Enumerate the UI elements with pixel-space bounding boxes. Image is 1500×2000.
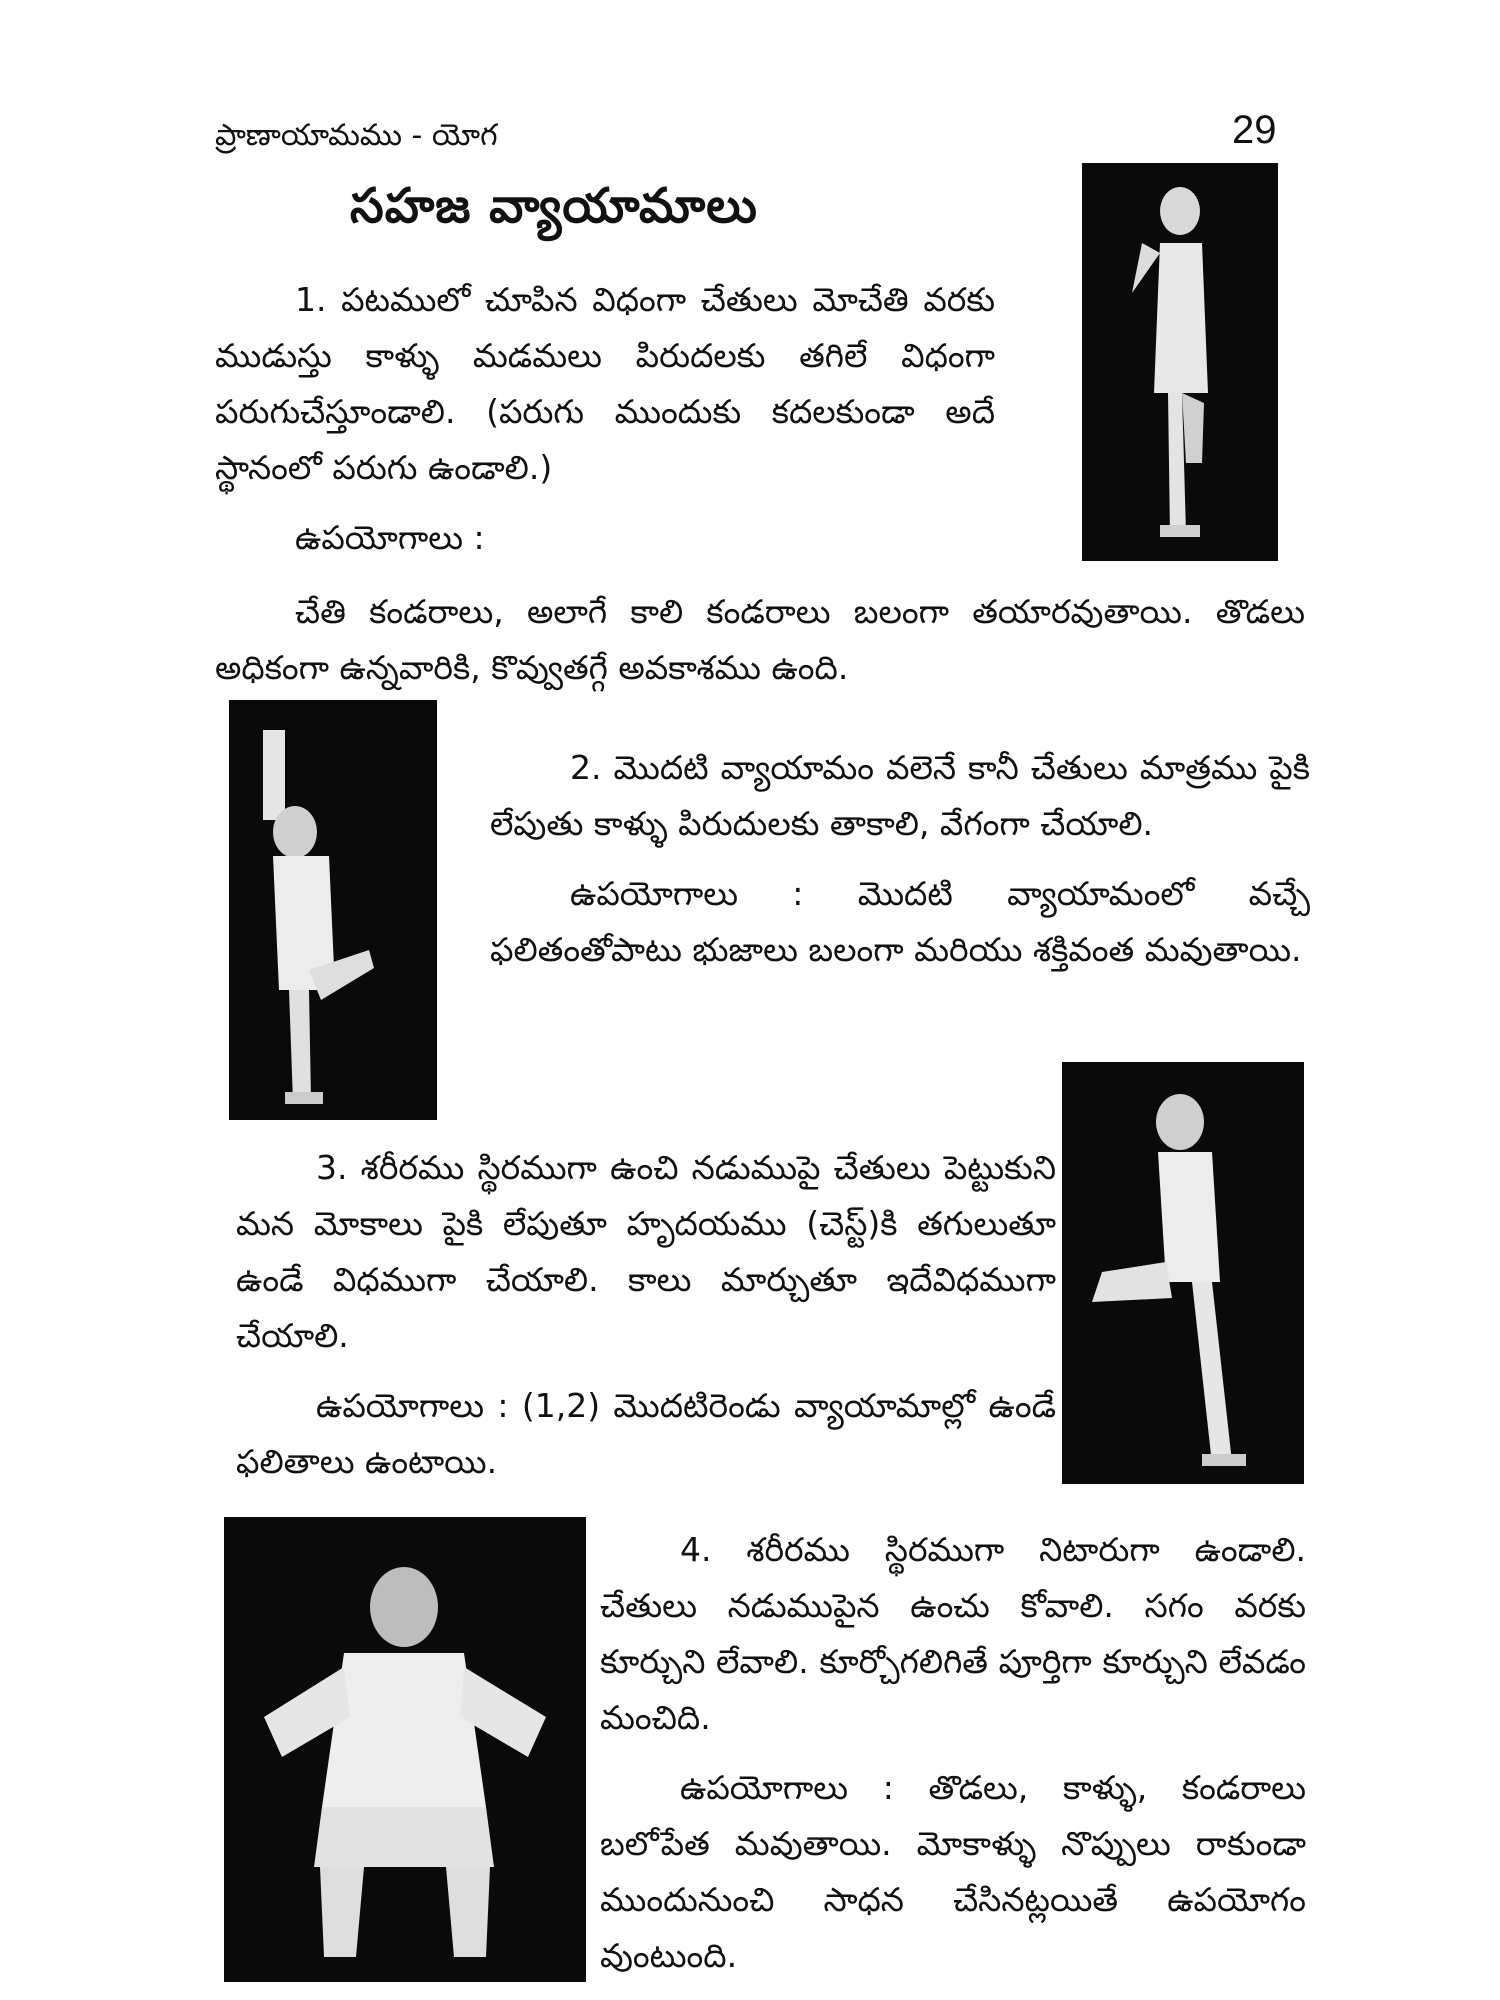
exercise-4-benefits: ఉపయోగాలు : తొడలు, కాళ్ళు, కండరాలు బలోపేత మవుతాయి. మోకాళ్ళు నొప్పులు రాకుండా ముందునుంచి సాధన చేసినట్లయితే ఉపయోగం వుంటుంది. [600, 1768, 1306, 1975]
exercise-3-description: 3. శరీరము స్థిరముగా ఉంచి నడుముపై చేతులు పెట్టుకుని మన మోకాలు పైకి లేపుతూ హృదయము (చెస్ట్)కి తగులుతూ ఉండే విధముగా చేయాలి. కాలు మార్చుతూ ఇదేవిధముగా చేయాలి. [236, 1148, 1056, 1355]
exercise-1-benefits-text: చేతి కండరాలు, అలాగే కాలి కండరాలు బలంగా తయారవుతాయి. తొడలు అధికంగా ఉన్నవారికి, కొవ్వుతగ్గే అవకాశము ఉంది. [215, 592, 1305, 687]
exercise-2-photo [229, 700, 437, 1120]
exercise-2-text [490, 740, 1310, 978]
exercise-2-description: 2. మొదటి వ్యాయామం వలెనే కానీ చేతులు మాత్రము పైకి లేపుతు కాళ్ళు పిరుదులకు తాకాలి, వేగంగా చేయాలి. [490, 748, 1310, 843]
exercise-1-text [215, 272, 995, 566]
exercise-2-benefits: ఉపయోగాలు : మొదటి వ్యాయామంలో వచ్చే ఫలితంతోపాటు భుజాలు బలంగా మరియు శక్తివంత మవుతాయి. [490, 874, 1310, 969]
exercise-3-photo [1062, 1062, 1304, 1484]
exercise-3-benefits: ఉపయోగాలు : (1,2) మొదటిరెండు వ్యాయామాల్లో ఉండే ఫలితాలు ఉంటాయి. [236, 1386, 1056, 1481]
exercise-1-benefits [215, 584, 1305, 696]
exercise-4-description: 4. శరీరము స్థిరముగా నిటారుగా ఉండాలి. చేతులు నడుముపైన ఉంచు కోవాలి. సగం వరకు కూర్చుని లేవాలి. కూర్చోగలిగితే పూర్తిగా కూర్చుని లేవడం మంచిది. [600, 1530, 1306, 1737]
exercise-1-benefits-label: ఉపయోగాలు : [295, 518, 485, 557]
page-title: సహజ వ్యాయామాలు [350, 178, 758, 234]
running-header: ప్రాణాయామము - యోగ [215, 118, 498, 153]
exercise-1-description: 1. పటములో చూపిన విధంగా చేతులు మోచేతి వరకు ముడుస్తు కాళ్ళు మడమలు పిరుదలకు తగిలే విధంగా పరుగుచేస్తూండాలి. (పరుగు ముందుకు కదలకుండా అదే స్థానంలో పరుగు ఉండాలి.) [215, 280, 995, 487]
page-number: 29 [1232, 108, 1277, 152]
exercise-1-photo [1082, 163, 1278, 561]
exercise-4-text [600, 1522, 1306, 1984]
exercise-4-photo [224, 1517, 586, 1982]
exercise-3-text [236, 1140, 1056, 1490]
